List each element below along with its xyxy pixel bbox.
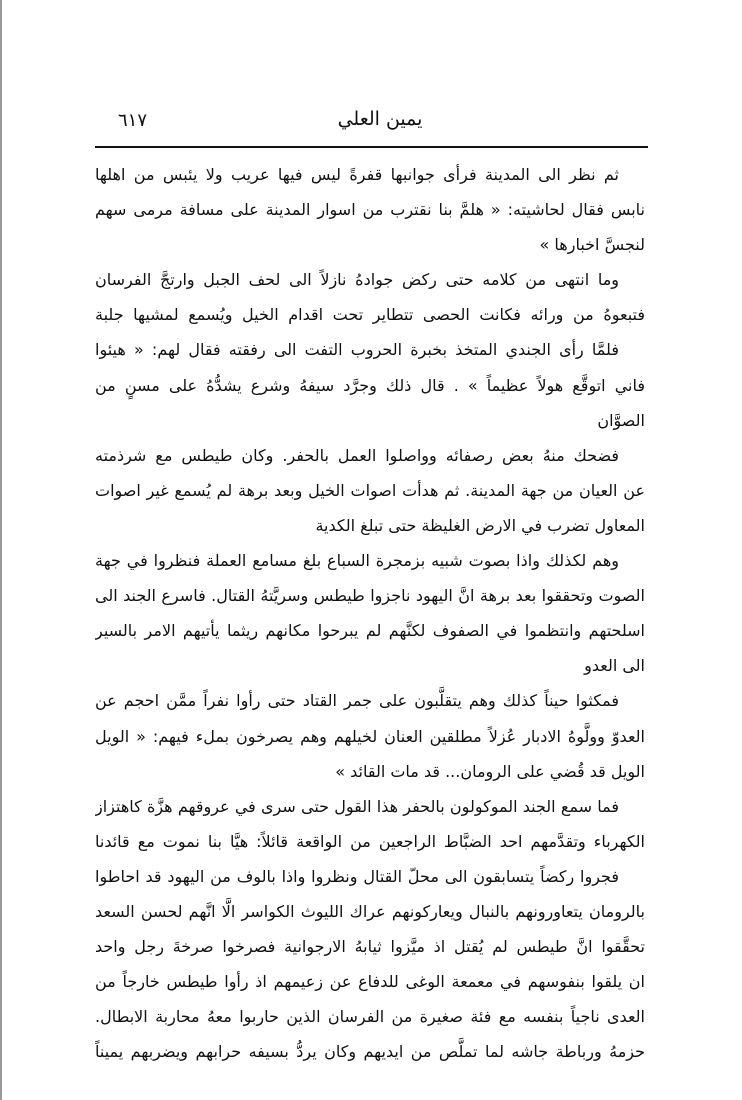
text-line: ثم نظر الى المدينة فرأى جوانبها قفرةً ليس فيها عريب ولا يئبس من اهلها: [95, 165, 619, 184]
text-line: الكهرباء وتقدَّمهم احد الضبَّاط الراجعين من الواقعة قائلاً: هيَّا بنا نموت مع قائدنا: [95, 831, 645, 851]
text-line: فجروا ركضاً يتسابقون الى محلّ القتال ونظروا واذا بالوف من اليهود قد احاطوا: [95, 866, 619, 886]
text-line: فتبعوهُ من ورائه فكانت الحصى تتطاير تحت اقدام الخيل ويُسمع لمشيها جلبة: [95, 305, 645, 325]
page-number: ٦١٧: [118, 110, 148, 131]
text-line: ان يلقوا بنفوسهم في معمعة الوغى للدفاع عن زعيمهم اذ رأوا طيطس خارجاً من: [95, 972, 645, 992]
text-line: المعاول تضرب في الارض الغليظة حتى تبلغ الكدية: [315, 515, 645, 535]
text-line: بالرومان يتعاورونهم بالنبال ويعاركونهم عراك الليوث الكواسر الَّا انَّهم لحسن السعد: [95, 901, 645, 921]
text-line: العدى ناجياً بنفسه مع فئة صغيرة من الفرسان الذين حاربوا معهُ محاربة الابطال.: [95, 1007, 645, 1027]
text-line: العدوّ وولَّوهُ الادبار عُزلاً مطلقين العنان لخيلهم وهم يصرخون بملء فيهم: « الويل: [95, 726, 645, 746]
page-edge: [0, 0, 2, 1100]
page-body: [95, 157, 645, 1069]
text-line: عن العيان من جهة المدينة. ثم هدأت اصوات الخيل وبعد برهة لم يُسمع غير اصوات: [95, 480, 645, 500]
text-line: تحقَّقوا انَّ طيطس لم يُقتل اذ ميَّزوا ثيابهُ الارجوانية فصرخوا صرخةَ رجل واحد: [95, 937, 645, 957]
text-line: فضحك منهُ بعض رصفائه وواصلوا العمل بالحفر. وكان طيطس مع شرذمته: [95, 445, 619, 465]
text-line: فاني اتوقَّع هولاً عظيماً » . قال ذلك وجرَّد سيفهُ وشرع يشدُّهُ على مسنٍ من: [95, 375, 645, 395]
text-line: وما انتهى من كلامه حتى ركض جوادهُ نازلاً الى لحف الجبل وارتجَّ الفرسان: [95, 270, 619, 290]
text-line: الويل قد قُضي على الرومان... قد مات القائد »: [335, 761, 645, 781]
text-line: فلمَّا رأى الجندي المتخذ بخبرة الحروب التفت الى رفقته فقال لهم: « هيئوا: [95, 340, 619, 360]
text-line: الصوَّان: [597, 410, 645, 430]
text-line: اسلحتهم وانتظموا في الصفوف لكنَّهم لم يبرحوا مكانهم ريثما يأتيهم الامر بالسير: [95, 621, 645, 641]
text-line: وهم لكذلك واذا بصوت شبيه بزمجرة السباع بلغ مسامع العملة فنظروا في جهة: [95, 551, 619, 571]
text-line: حزمهُ ورباطة جاشه لما تملَّص من ايديهم وكان يردُّ بسيفه حرابهم ويضربهم يميناً: [95, 1042, 645, 1062]
text-line: الصوت وتحققوا بعد برهة انَّ اليهود ناجزوا طيطس وسريَّتهُ القتال. فاسرع الجند الى: [95, 586, 645, 606]
header-rule: [95, 146, 648, 148]
text-line: فما سمع الجند الموكولون بالحفر هذا القول حتى سرى في عروقهم هزَّة كاهتزاز: [95, 796, 619, 816]
text-line: فمكثوا حيناً كذلك وهم يتقلَّبون على جمر القتاد حتى رأوا نفراً ممَّن احجم عن: [95, 691, 619, 711]
running-title: يمين العلي: [337, 108, 423, 130]
text-line: لنجسَّ اخبارها »: [539, 235, 645, 255]
text-line: الى العدو: [584, 656, 645, 676]
text-line: نابس فقال لحاشيته: « هلمَّ بنا نقترب من اسوار المدينة على مسافة مرمى سهم: [95, 200, 645, 220]
